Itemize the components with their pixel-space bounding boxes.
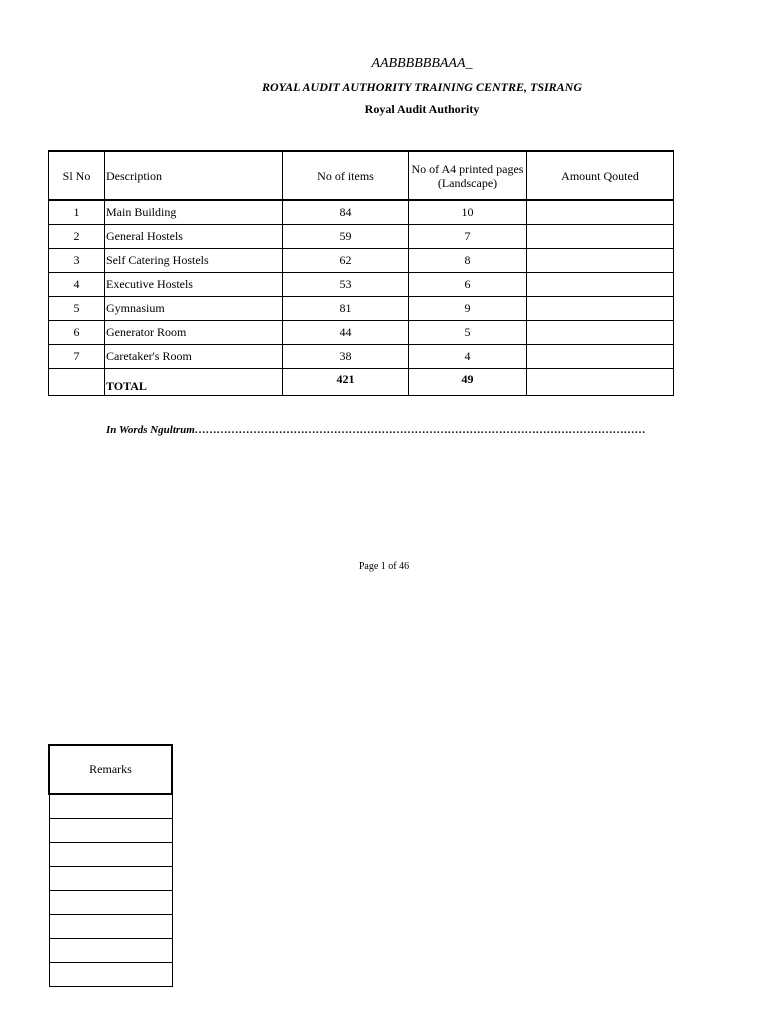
remarks-row — [49, 867, 172, 891]
amount-cell[interactable] — [527, 345, 674, 369]
remarks-row — [49, 963, 172, 987]
remarks-cell[interactable] — [49, 794, 172, 819]
remarks-table — [48, 744, 173, 987]
table-row — [49, 200, 674, 225]
pages-cell: 5 — [409, 321, 527, 345]
column-header-sl-no: Sl No — [49, 151, 105, 200]
quotation-table — [48, 150, 674, 396]
items-cell: 53 — [283, 273, 409, 297]
total-sl-cell — [49, 369, 105, 396]
table-row — [49, 297, 674, 321]
table-row — [49, 225, 674, 249]
description-cell: Caretaker's Room — [105, 345, 283, 369]
column-header-a4-pages: No of A4 printed pages (Landscape) — [409, 151, 527, 200]
total-label: TOTAL — [105, 369, 283, 396]
document-code: AABBBBBBAAA_ — [371, 56, 473, 71]
amount-in-words: In Words Ngultrum…………………………………………………………………………………………………………… — [106, 424, 646, 436]
total-pages: 49 — [409, 369, 527, 396]
items-cell: 44 — [283, 321, 409, 345]
pages-cell: 6 — [409, 273, 527, 297]
sl-no-cell: 4 — [49, 273, 105, 297]
remarks-cell[interactable] — [49, 915, 172, 939]
description-cell: Self Catering Hostels — [105, 249, 283, 273]
items-cell: 81 — [283, 297, 409, 321]
amount-cell[interactable] — [527, 225, 674, 249]
sl-no-cell: 5 — [49, 297, 105, 321]
sl-no-cell: 2 — [49, 225, 105, 249]
table-row — [49, 249, 674, 273]
pages-cell: 9 — [409, 297, 527, 321]
table-row — [49, 273, 674, 297]
table-row — [49, 321, 674, 345]
column-header-no-of-items: No of items — [283, 151, 409, 200]
total-row — [49, 369, 674, 396]
remarks-row — [49, 843, 172, 867]
column-header-description: Description — [105, 151, 283, 200]
items-cell: 62 — [283, 249, 409, 273]
table-header-row — [49, 151, 674, 200]
pages-cell: 7 — [409, 225, 527, 249]
amount-cell[interactable] — [527, 297, 674, 321]
description-cell: Executive Hostels — [105, 273, 283, 297]
items-cell: 84 — [283, 200, 409, 225]
amount-cell[interactable] — [527, 200, 674, 225]
amount-cell[interactable] — [527, 273, 674, 297]
remarks-cell[interactable] — [49, 963, 172, 987]
items-cell: 59 — [283, 225, 409, 249]
column-header-amount-quoted: Amount Qouted — [527, 151, 674, 200]
page-number: Page 1 of 46 — [358, 561, 410, 572]
remarks-cell[interactable] — [49, 891, 172, 915]
remarks-header-row — [49, 745, 172, 794]
items-cell: 38 — [283, 345, 409, 369]
organization-title: ROYAL AUDIT AUTHORITY TRAINING CENTRE, TSIRANG — [261, 80, 583, 94]
description-cell: Main Building — [105, 200, 283, 225]
table-row — [49, 345, 674, 369]
amount-cell[interactable] — [527, 249, 674, 273]
sl-no-cell: 1 — [49, 200, 105, 225]
pages-cell: 4 — [409, 345, 527, 369]
remarks-header: Remarks — [49, 745, 172, 794]
remarks-row — [49, 939, 172, 963]
pages-cell: 8 — [409, 249, 527, 273]
remarks-cell[interactable] — [49, 843, 172, 867]
remarks-row — [49, 819, 172, 843]
authority-subtitle: Royal Audit Authority — [364, 102, 480, 116]
sl-no-cell: 6 — [49, 321, 105, 345]
description-cell: General Hostels — [105, 225, 283, 249]
description-cell: Gymnasium — [105, 297, 283, 321]
description-cell: Generator Room — [105, 321, 283, 345]
remarks-cell[interactable] — [49, 867, 172, 891]
sl-no-cell: 7 — [49, 345, 105, 369]
remarks-row — [49, 891, 172, 915]
total-amount-cell[interactable] — [527, 369, 674, 396]
remarks-cell[interactable] — [49, 939, 172, 963]
remarks-row — [49, 794, 172, 819]
remarks-cell[interactable] — [49, 819, 172, 843]
sl-no-cell: 3 — [49, 249, 105, 273]
amount-cell[interactable] — [527, 321, 674, 345]
total-items: 421 — [283, 369, 409, 396]
pages-cell: 10 — [409, 200, 527, 225]
remarks-row — [49, 915, 172, 939]
